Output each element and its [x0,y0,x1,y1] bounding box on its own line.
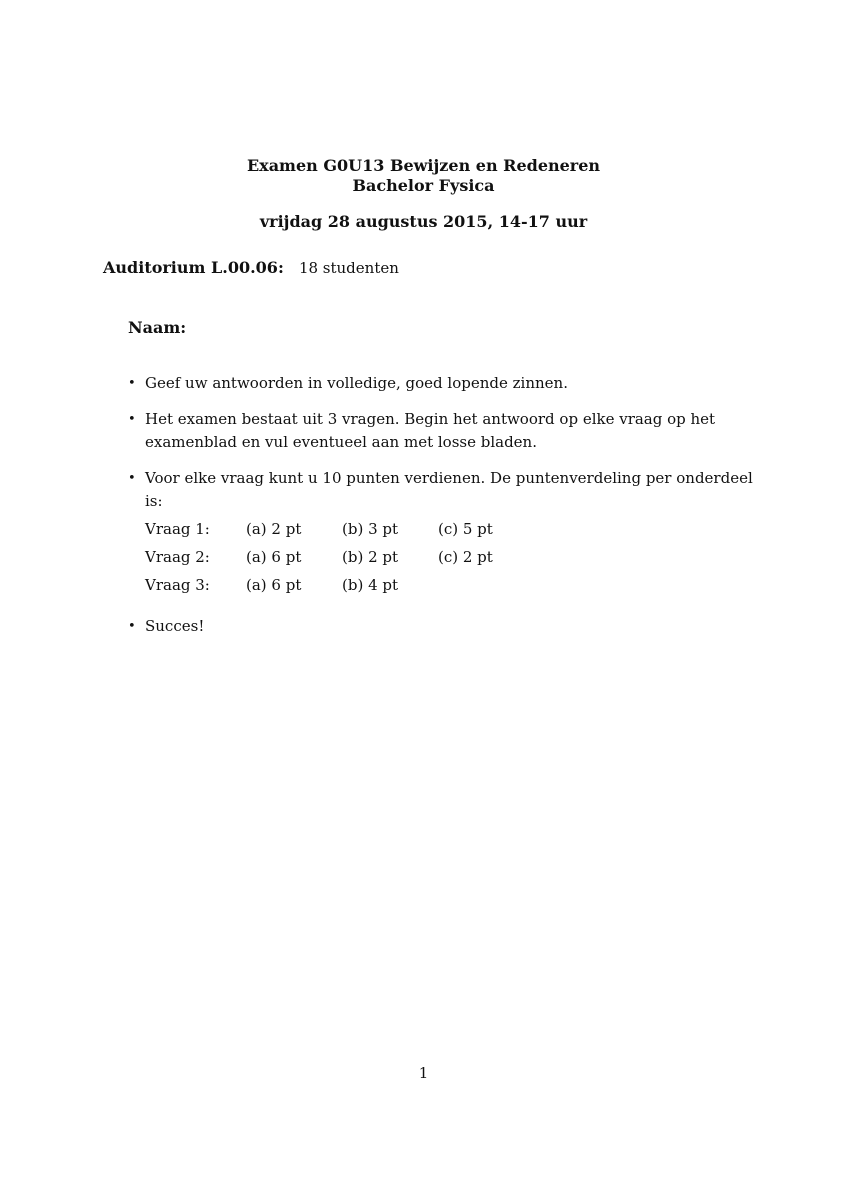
points-cell: (c) 5 pt [438,520,493,538]
points-cell: (a) 6 pt [246,548,302,566]
student-count: 18 studenten [298,259,399,277]
exam-title: Examen G0U13 Bewijzen en Redeneren [246,156,601,175]
bullet-icon: • [128,412,136,427]
points-cell: (b) 4 pt [342,576,399,594]
points-cell: (b) 3 pt [342,520,399,538]
question-label: Vraag 3: [145,576,210,594]
points-table [145,518,534,602]
instruction-item [128,408,768,454]
auditorium-label: Auditorium L.00.06: [103,258,284,277]
page-number: 1 [418,1064,429,1082]
bullet-icon: • [128,619,136,634]
points-cell: (a) 6 pt [246,576,302,594]
instruction-item [128,467,768,602]
table-row [145,546,534,574]
instruction-item [128,615,768,638]
bullet-icon: • [128,376,136,391]
name-label: Naam: [128,318,187,337]
auditorium-line [103,258,399,277]
instruction-list [128,372,768,651]
question-label: Vraag 2: [145,548,210,566]
instruction-item [128,372,768,395]
table-row [145,574,534,602]
instruction-text: Voor elke vraag kunt u 10 punten verdienen. De puntenverdeling per onderdeel is: [145,469,753,510]
points-cell: (c) 2 pt [438,548,493,566]
question-label: Vraag 1: [145,520,210,538]
bullet-icon: • [128,471,136,486]
points-cell: (a) 2 pt [246,520,302,538]
table-row [145,518,534,546]
points-cell [438,574,534,602]
instruction-text: Geef uw antwoorden in volledige, goed lopende zinnen. [145,374,568,392]
exam-program: Bachelor Fysica [352,176,495,195]
instruction-text: Het examen bestaat uit 3 vragen. Begin het antwoord op elke vraag op het examenblad en vul eventueel aan met losse bladen. [145,410,716,451]
instruction-text: Succes! [145,617,205,635]
exam-date: vrijdag 28 augustus 2015, 14-17 uur [259,212,588,231]
points-cell: (b) 2 pt [342,548,399,566]
